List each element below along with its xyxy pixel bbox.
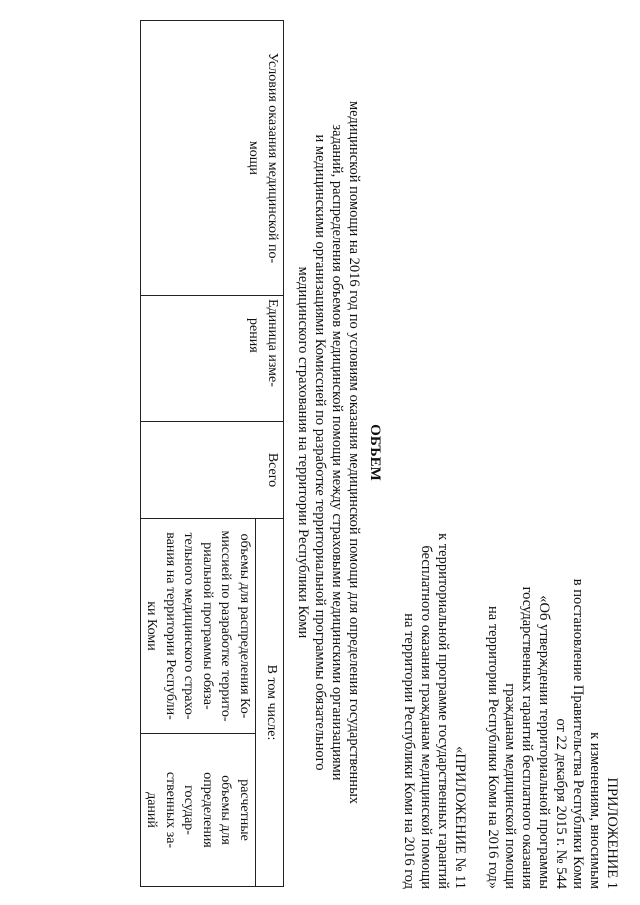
header-conditions-line: мощи	[246, 140, 262, 176]
appendix-line: «Об утверждении территориальной программы	[536, 595, 552, 889]
attachment-line: бесплатного оказания гражданам медицинской помощи	[418, 545, 434, 889]
attachment-title: «ПРИЛОЖЕНИЕ № 11	[452, 746, 468, 889]
appendix-line: гражданам медицинской помощи	[502, 683, 518, 889]
header-estimated-line: даний	[144, 792, 160, 828]
heading-line: заданий, распределения объемов медицинской помощи между страховыми медицинскими организациями	[329, 124, 345, 781]
header-distribution	[141, 519, 256, 734]
header-estimated	[141, 734, 256, 887]
heading-line: медицинской помощи на 2016 год по условиям оказания медицинской помощи для определения государственных	[346, 100, 362, 805]
header-distribution-line: риальной программы обяза-	[200, 542, 215, 710]
appendix-line: на территории Республики Коми на 2016 год»	[485, 606, 501, 889]
header-estimated-line: определения	[200, 772, 215, 848]
header-distribution-line: миссией по разработке террито-	[218, 530, 234, 722]
header-including-label: В том числе:	[264, 664, 279, 741]
header-conditions-line: Условия оказания медицинской по-	[265, 52, 280, 264]
appendix-title: ПРИЛОЖЕНИЕ 1	[604, 777, 620, 889]
appendix-line: от 22 декабря 2015 г. № 544	[553, 718, 569, 889]
header-distribution-line: объемы для распределения Ко-	[237, 533, 252, 719]
heading-title: ОБЪЕМ	[367, 424, 383, 481]
header-unit-line: Единица изме-	[265, 299, 280, 387]
header-estimated-line: ственных за-	[163, 771, 178, 849]
appendix-line: к изменениям, вносимым	[587, 732, 603, 889]
heading-line: медицинского страхования на территории Республики Коми	[295, 266, 311, 639]
header-distribution-line: ки Коми	[144, 601, 160, 651]
appendix-line: государственных гарантий бесплатного оказания	[519, 586, 535, 889]
attachment-line: к территориальной программе государственных гарантий	[435, 533, 451, 889]
header-including	[256, 519, 284, 887]
header-estimated-line: государ-	[181, 785, 197, 835]
header-total	[141, 422, 284, 519]
appendix-line: в постановление Правительства Республики Коми	[570, 578, 586, 889]
header-distribution-line: вания на территории Республи-	[163, 532, 178, 720]
heading-line: и медицинскими организациями Комиссией по разработке территориальной программы обязательного	[312, 134, 328, 771]
header-total-label: Всего	[265, 452, 280, 488]
header-conditions	[141, 21, 284, 296]
attachment-line: на территории Республики Коми на 2016 год	[401, 613, 417, 889]
header-distribution-line: тельного медицинского страхо-	[181, 532, 197, 720]
header-unit-line: рения	[246, 318, 262, 353]
header-estimated-line: объемы для	[218, 775, 234, 845]
header-estimated-line: расчетные	[237, 779, 252, 841]
header-unit	[141, 296, 284, 422]
volume-table-header	[140, 20, 284, 887]
